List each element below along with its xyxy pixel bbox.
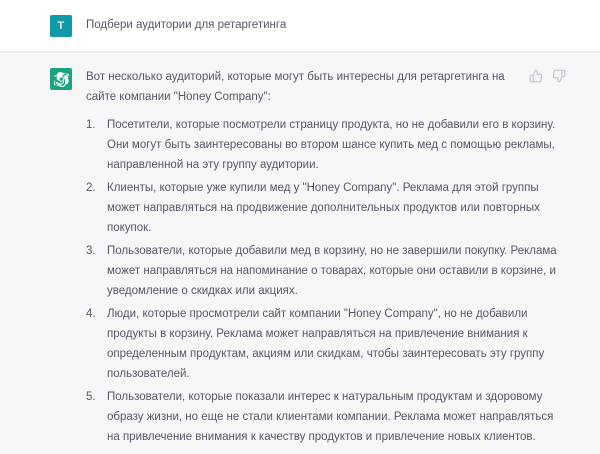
list-item-text: Посетители, которые посмотрели страницу продукта, но не добавили его в корзину. Они могут быть заинтересованы во втором шансе купить мед с помощью рекламы, направленной на эту группу аудитории. <box>107 119 556 171</box>
list-item-text: Пользователи, которые добавили мед в корзину, но не завершили покупку. Реклама может направляться на напоминание о товарах, которые они оставили в корзине, и уведомление о скидках или акциях. <box>107 245 557 297</box>
list-item <box>86 387 566 447</box>
thumbs-down-button[interactable] <box>552 69 566 83</box>
list-item-text: Клиенты, которые уже купили мед у "Honey Company". Реклама для этой группы может направляться на продвижение дополнительных продуктов или повторных покупок. <box>107 182 540 234</box>
thumbs-up-button[interactable] <box>529 69 543 83</box>
user-avatar <box>50 15 72 37</box>
feedback-controls <box>529 69 566 83</box>
list-item <box>86 178 566 238</box>
thumbs-up-icon <box>529 69 543 83</box>
audience-list <box>86 115 566 447</box>
openai-logo-icon <box>54 72 69 87</box>
list-item <box>86 241 566 301</box>
user-message-block <box>0 0 600 52</box>
assistant-message-inner <box>0 67 600 450</box>
list-item <box>86 115 566 175</box>
user-message-body <box>86 14 566 37</box>
assistant-message-block <box>0 52 600 454</box>
thumbs-down-icon <box>552 69 566 83</box>
list-item-text: Пользователи, которые показали интерес к натуральным продуктам и здоровому образу жизни, но еще не стали клиентами компании. Реклама может направляться на привлечение внимания к качеству продуктов и привлечение новых клиентов. <box>107 391 554 443</box>
user-prompt-text: Подбери аудитории для ретаргетинга <box>86 19 287 31</box>
assistant-intro-text: Вот несколько аудиторий, которые могут быть интересны для ретаргетинга на сайте компании "Honey Company": <box>86 71 505 103</box>
list-item-text: Люди, которые просмотрели сайт компании "Honey Company", но не добавили продукты в корзину. Реклама может направляться на привлечение внимания к определенным продуктам, акциям или скидкам, чтобы заинтересовать эту группу пользователей. <box>107 308 545 380</box>
chatgpt-avatar <box>50 68 72 90</box>
user-avatar-initial: T <box>57 19 65 32</box>
list-item <box>86 304 566 384</box>
assistant-message-body <box>86 67 566 450</box>
user-message-inner <box>0 14 600 37</box>
